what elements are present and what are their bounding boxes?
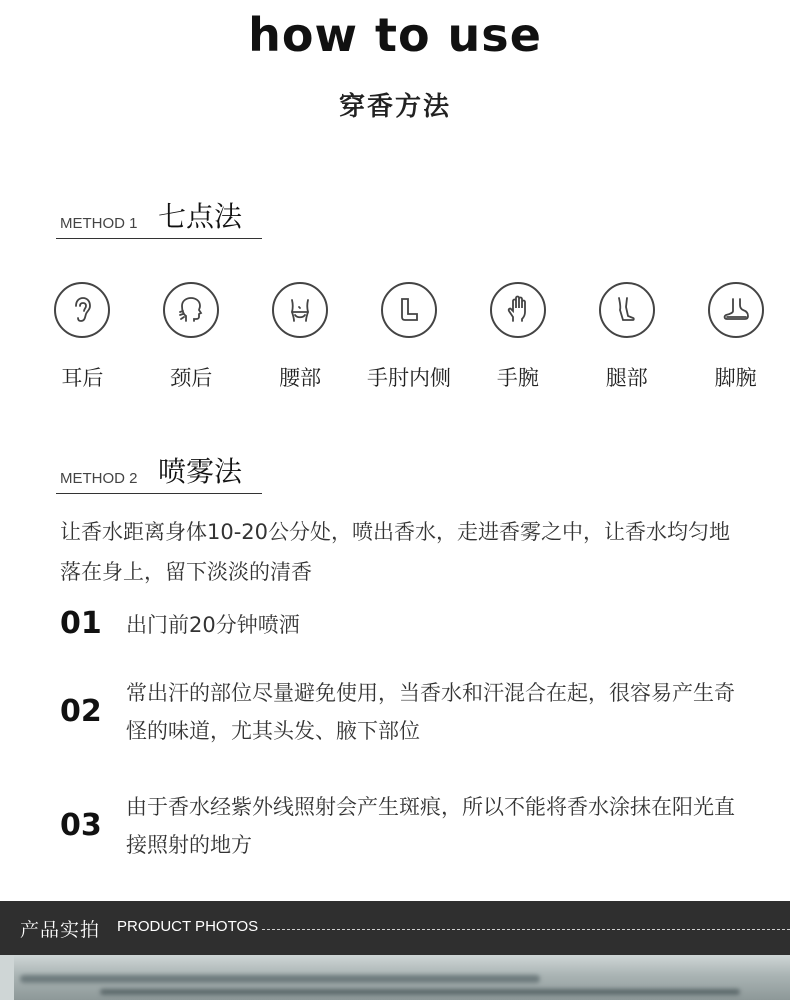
section-title-zh: 产品实拍 [20, 919, 101, 941]
step-number: 03 [60, 808, 102, 843]
wrist-icon [490, 282, 546, 338]
point-label: 脚腕 [714, 366, 757, 390]
elbow-icon [381, 282, 437, 338]
point-leg [572, 282, 681, 402]
point-ear [28, 282, 137, 402]
step-text: 出门前20分钟喷洒 [126, 613, 300, 637]
point-ankle [681, 282, 790, 402]
point-neck [137, 282, 246, 402]
method2-title: 喷雾法 [158, 455, 243, 488]
step-text: 由于香水经紫外线照射会产生斑痕，所以不能将香水涂抹在阳光直接照射的地方 [126, 795, 735, 857]
point-waist [246, 282, 355, 402]
point-label: 手腕 [496, 366, 539, 390]
step-text: 常出汗的部位尽量避免使用，当香水和汗混合在起，很容易产生奇怪的味道，尤其头发、腋下部位 [126, 681, 735, 743]
point-label: 手肘内侧 [367, 366, 451, 390]
body-points-row [28, 282, 790, 402]
product-photo [0, 955, 790, 1000]
photo-edge [0, 955, 14, 1000]
dashed-divider [262, 929, 790, 930]
method2-header [56, 455, 262, 494]
point-label: 腿部 [605, 366, 648, 390]
ankle-icon [708, 282, 764, 338]
leg-icon [599, 282, 655, 338]
step-number: 02 [60, 694, 102, 729]
step-02 [60, 674, 750, 754]
section-title-en: PRODUCT PHOTOS [117, 918, 259, 935]
point-elbow [355, 282, 464, 402]
photo-blur-band [20, 975, 540, 983]
waist-icon [272, 282, 328, 338]
step-01 [60, 604, 750, 648]
point-label: 耳后 [61, 366, 104, 390]
point-label: 腰部 [279, 366, 322, 390]
neck-icon [163, 282, 219, 338]
photo-blur-band [100, 989, 740, 995]
product-photos-bar [0, 901, 790, 955]
page-title-en: how to use [248, 8, 542, 62]
point-wrist [463, 282, 572, 402]
step-03 [60, 788, 750, 868]
method2-description: 让香水距离身体10-20公分处，喷出香水，走进香雾之中，让香水均匀地落在身上，留下淡淡的清香 [60, 520, 731, 584]
method2-label: METHOD 2 [60, 470, 138, 487]
method1-header [56, 200, 262, 239]
method1-label: METHOD 1 [60, 215, 138, 232]
ear-icon [54, 282, 110, 338]
page-title-zh: 穿香方法 [338, 92, 451, 122]
point-label: 颈后 [170, 366, 213, 390]
step-number: 01 [60, 606, 102, 641]
method1-title: 七点法 [158, 200, 243, 233]
